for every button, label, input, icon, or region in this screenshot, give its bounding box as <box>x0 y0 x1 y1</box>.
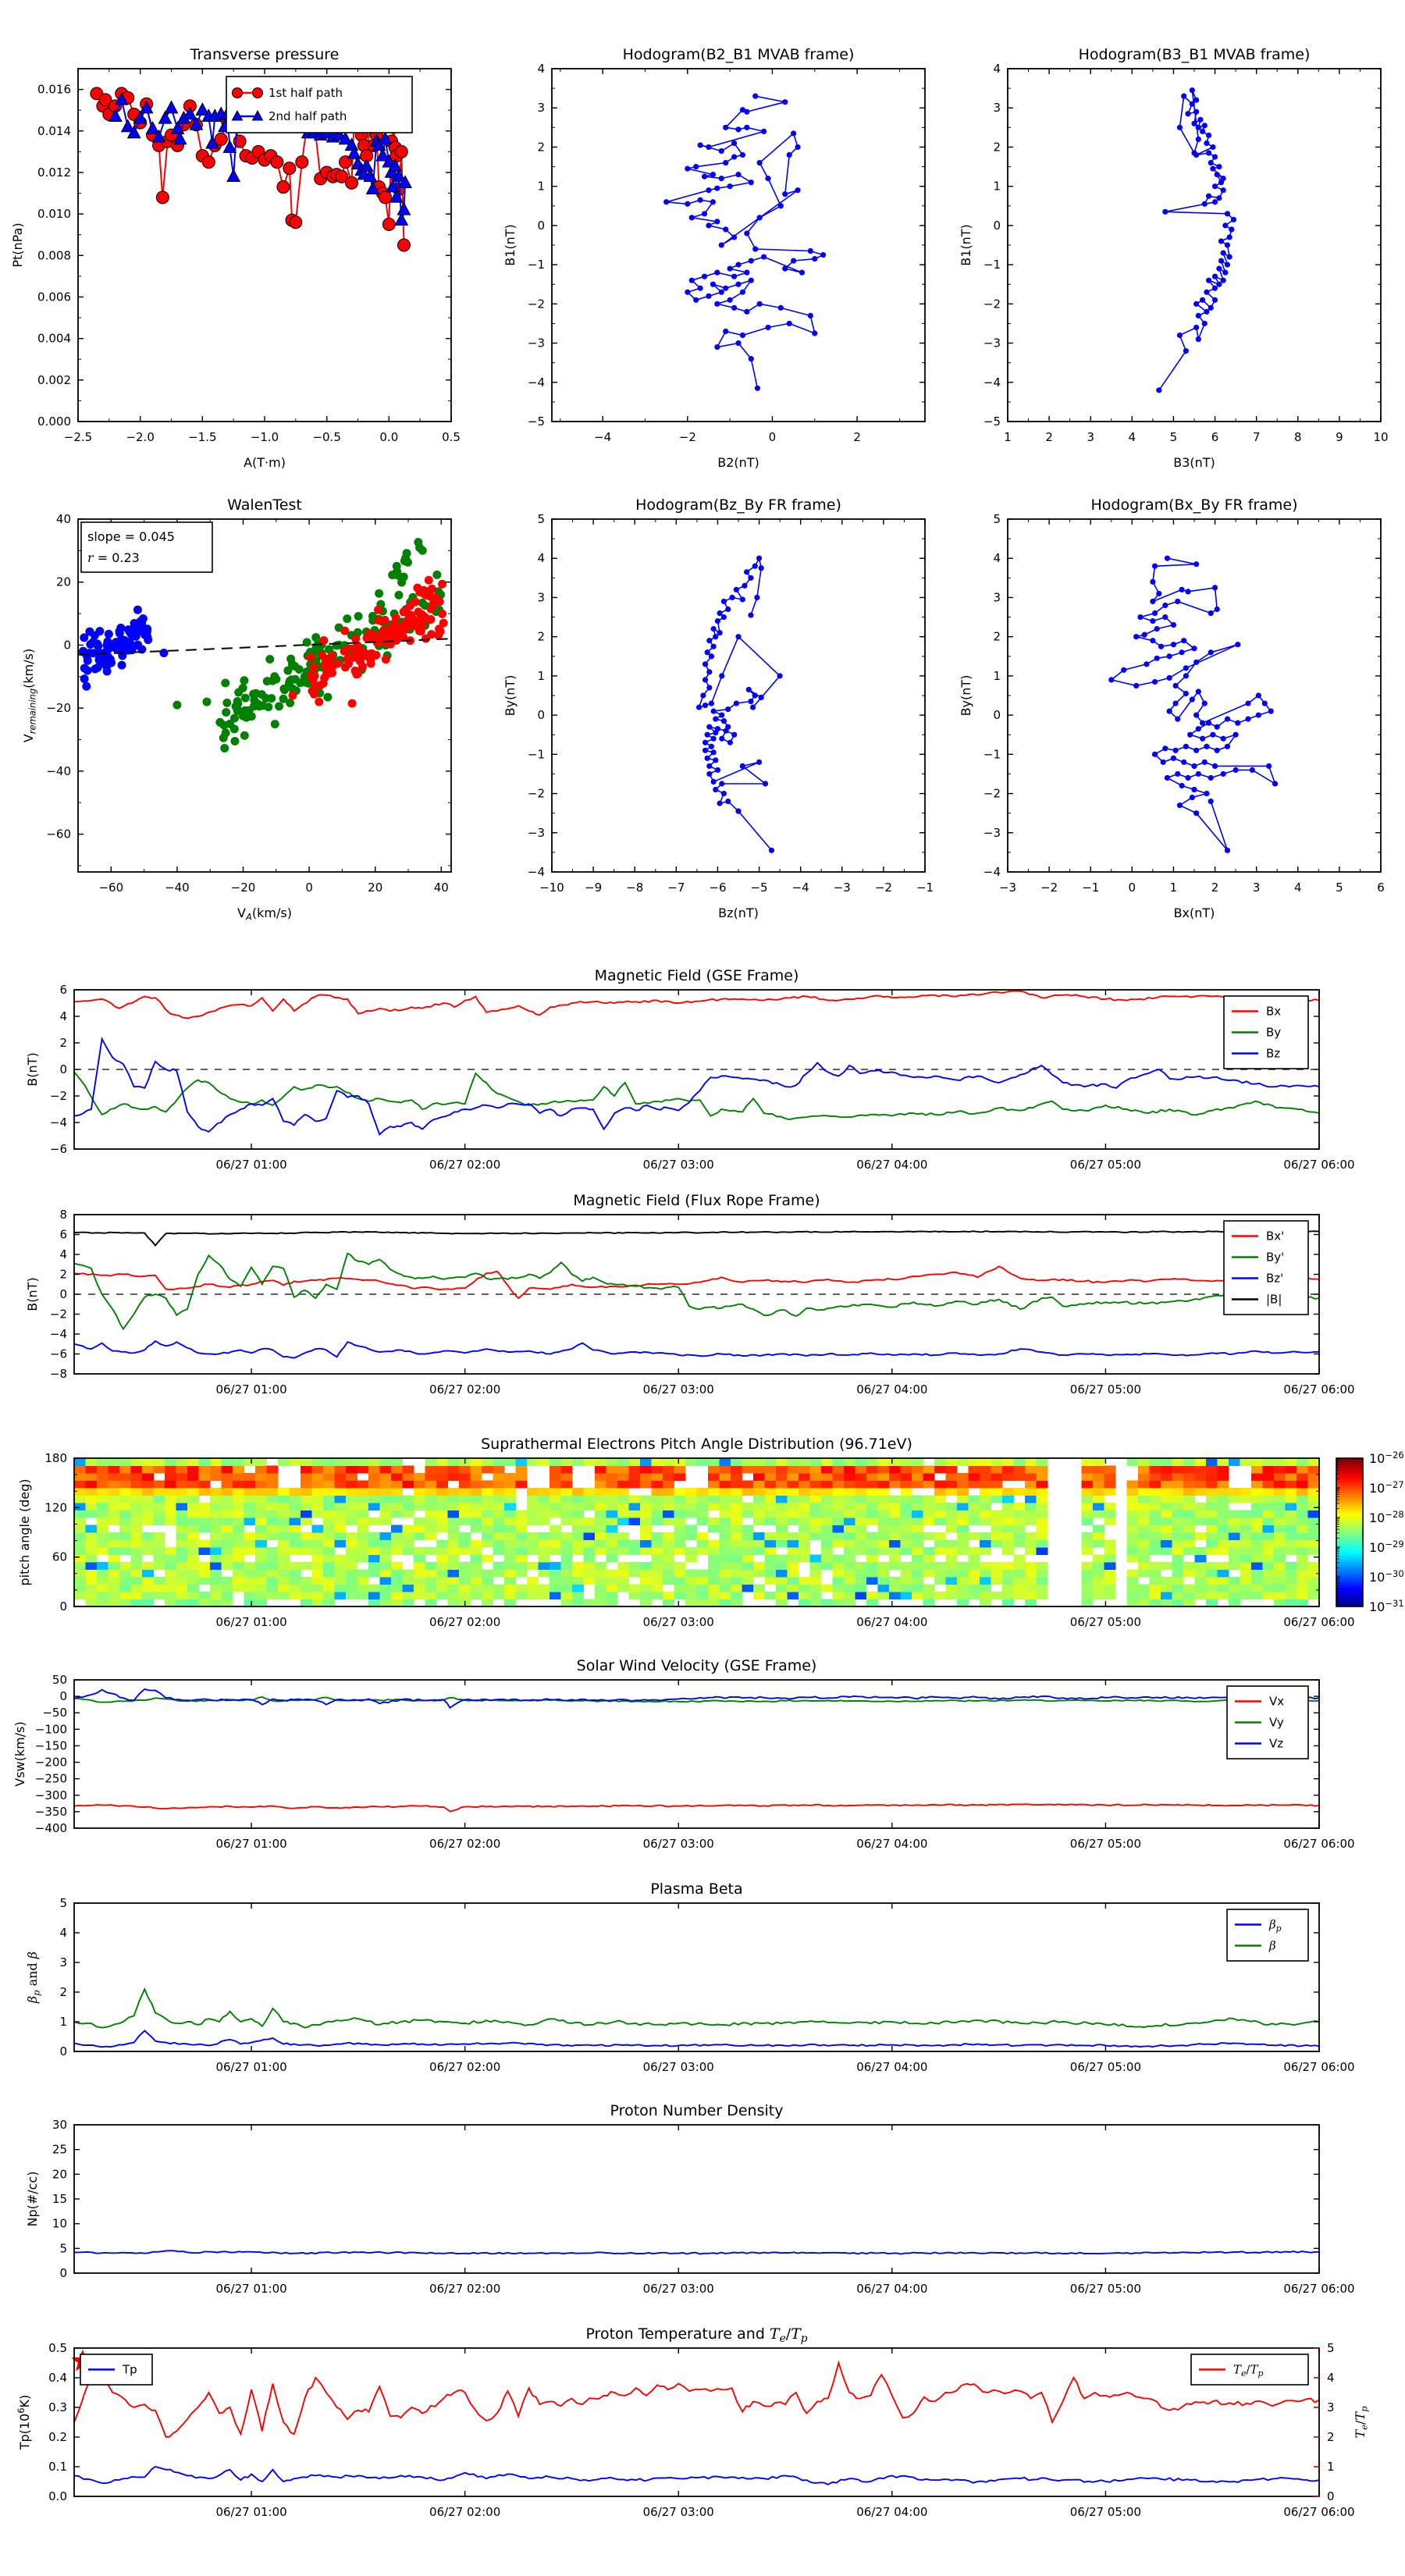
x-tick-label: 06/27 01:00 <box>215 1615 287 1629</box>
y-tick-label: 2 <box>537 629 545 644</box>
x-tick-label: 06/27 05:00 <box>1069 1158 1142 1172</box>
y-tick-label-right: 2 <box>1327 2430 1335 2444</box>
x-tick-label: 06/27 05:00 <box>1069 2282 1142 2296</box>
y-axis-label: B1(nT) <box>959 224 973 266</box>
y-tick-label: 3 <box>993 101 1001 116</box>
y-tick-label: 2 <box>59 1985 67 1999</box>
legend-label: By <box>1266 1025 1282 1040</box>
y-tick-label: −20 <box>46 701 71 716</box>
y-tick-label: −300 <box>34 1788 67 1802</box>
y-tick-label: 30 <box>52 2118 67 2132</box>
y-tick-label: −4 <box>527 375 545 390</box>
x-tick-label: −0.5 <box>312 430 341 444</box>
x-tick-label: −10 <box>539 881 564 895</box>
y-tick-label: 0.0 <box>48 2489 67 2503</box>
x-tick-label: 7 <box>1252 430 1261 444</box>
x-tick-label: 0 <box>768 430 777 444</box>
y-axis-label: By(nT) <box>959 674 973 717</box>
x-tick-label: 06/27 04:00 <box>856 2505 928 2519</box>
panel-title: Transverse pressure <box>190 46 340 63</box>
y-tick-label: 4 <box>59 1247 67 1261</box>
y-axis-label: B(nT) <box>25 1277 40 1311</box>
y-tick-label: 1 <box>59 2015 67 2029</box>
y-tick-label: −60 <box>46 827 71 841</box>
stats-line: slope = 0.045 <box>87 529 175 544</box>
y-tick-label: 0.012 <box>37 165 71 180</box>
x-tick-label: −7 <box>667 881 685 895</box>
x-tick-label: 06/27 01:00 <box>215 2282 287 2296</box>
x-tick-label: 9 <box>1336 430 1343 444</box>
panel-title: Plasma Beta <box>650 1880 743 1898</box>
y-tick-label: 0.016 <box>37 82 71 97</box>
legend-label: β <box>1269 1938 1276 1953</box>
x-axis-label: Bx(nT) <box>1173 906 1215 920</box>
y-tick-label: −5 <box>527 415 545 429</box>
y-tick-label: 0 <box>59 1689 67 1704</box>
legend-label: |B| <box>1266 1292 1282 1307</box>
y-tick-label: −3 <box>527 825 545 840</box>
legend-box <box>226 76 412 133</box>
x-tick-label: 2 <box>1045 430 1053 444</box>
panel-title: Proton Temperature and $T_e/T_p$ <box>585 2325 808 2346</box>
x-tick-label: −2 <box>678 430 696 444</box>
y-tick-label: −50 <box>42 1706 67 1720</box>
x-tick-label: 8 <box>1294 430 1302 444</box>
y-tick-label: 0.004 <box>37 331 71 346</box>
panel-title: Hodogram(B2_B1 MVAB frame) <box>622 46 855 63</box>
y-tick-label: 0 <box>59 2044 67 2058</box>
x-tick-label: 5 <box>1336 881 1343 895</box>
x-tick-label: 06/27 03:00 <box>642 2282 714 2296</box>
panel-title: Proton Number Density <box>610 2102 784 2119</box>
x-tick-label: 0.0 <box>379 430 399 444</box>
x-tick-label: 2 <box>1211 881 1219 895</box>
y-tick-label: −1 <box>527 747 545 762</box>
x-tick-label: 06/27 03:00 <box>642 1158 714 1172</box>
x-tick-label: 06/27 02:00 <box>429 2060 501 2074</box>
x-tick-label: 06/27 01:00 <box>215 1382 287 1397</box>
y-tick-label: 120 <box>44 1500 67 1515</box>
panel-title: Hodogram(B3_B1 MVAB frame) <box>1078 46 1311 63</box>
x-tick-label: −20 <box>230 881 256 895</box>
y-tick-label-right: 4 <box>1327 2371 1335 2385</box>
y-tick-label: 0.010 <box>37 207 71 222</box>
x-tick-label: 06/27 02:00 <box>429 1158 501 1172</box>
y-tick-label: 25 <box>52 2142 67 2157</box>
x-tick-label: 06/27 06:00 <box>1283 2505 1355 2519</box>
y-axis-label: B1(nT) <box>503 224 518 266</box>
y-tick-label: 3 <box>59 1955 67 1969</box>
y-tick-label: 4 <box>59 1009 67 1023</box>
legend-label: 2nd half path <box>269 109 347 123</box>
y-axis-label: By(nT) <box>503 674 518 717</box>
colorbar-tick-label: $10^{-31}$ <box>1369 1597 1404 1614</box>
y-tick-label: 0 <box>59 2266 67 2280</box>
y-tick-label: −2 <box>49 1307 67 1322</box>
y-tick-label: −3 <box>527 336 545 350</box>
x-tick-label: 20 <box>368 881 383 895</box>
y-tick-label: 0 <box>63 638 71 653</box>
x-tick-label: 06/27 04:00 <box>856 1382 928 1397</box>
x-tick-label: 06/27 04:00 <box>856 2060 928 2074</box>
y-tick-label: 2 <box>993 140 1001 155</box>
x-tick-label: 6 <box>1377 881 1385 895</box>
y-axis-label: Vsw(km/s) <box>12 1721 27 1787</box>
x-tick-label: −3 <box>998 881 1017 895</box>
x-tick-label: −8 <box>626 881 644 895</box>
x-tick-label: −5 <box>750 881 768 895</box>
x-tick-label: 1 <box>1004 430 1012 444</box>
x-tick-label: 5 <box>1169 430 1178 444</box>
y-tick-label: 2 <box>59 1036 67 1050</box>
y-tick-label: 0.4 <box>48 2371 67 2385</box>
x-tick-label: −2.0 <box>126 430 155 444</box>
y-tick-label: 4 <box>993 551 1001 566</box>
y-tick-label: 5 <box>59 2241 67 2256</box>
x-tick-label: 06/27 03:00 <box>642 1837 714 1851</box>
panel-title: Magnetic Field (Flux Rope Frame) <box>573 1192 820 1209</box>
x-tick-label: 06/27 01:00 <box>215 2060 287 2074</box>
x-tick-label: 1 <box>1169 881 1178 895</box>
panel-title: Solar Wind Velocity (GSE Frame) <box>576 1657 817 1674</box>
x-tick-label: −3 <box>833 881 851 895</box>
panel-title: Suprathermal Electrons Pitch Angle Distribution (96.71eV) <box>481 1436 912 1453</box>
x-tick-label: 10 <box>1373 430 1389 444</box>
y-tick-label: −6 <box>49 1347 67 1361</box>
panel-title: WalenTest <box>227 496 302 514</box>
y-tick-label: 10 <box>52 2216 67 2231</box>
y-tick-label: 0.002 <box>37 372 71 387</box>
y-tick-label: 1 <box>993 668 1001 683</box>
y-tick-label: 50 <box>52 1673 67 1687</box>
x-tick-label: 0 <box>305 881 313 895</box>
y-tick-label: −4 <box>983 375 1001 390</box>
x-axis-label: B3(nT) <box>1173 455 1215 470</box>
y-tick-label-right: 5 <box>1327 2341 1335 2355</box>
y-tick-label: −40 <box>46 763 71 778</box>
y-tick-label: 0.008 <box>37 248 71 263</box>
x-tick-label: 06/27 05:00 <box>1069 1837 1142 1851</box>
x-tick-label: 06/27 05:00 <box>1069 1382 1142 1397</box>
y-tick-label: −250 <box>34 1771 67 1786</box>
y-tick-label: 5 <box>537 512 545 526</box>
x-tick-label: 4 <box>1294 881 1302 895</box>
y-tick-label: −2 <box>983 786 1001 801</box>
x-tick-label: 0.5 <box>442 430 461 444</box>
y-tick-label: 0 <box>59 1287 67 1301</box>
x-tick-label: 4 <box>1128 430 1136 444</box>
y-axis-label-right: $T_e/T_p$ <box>1353 2406 1370 2439</box>
x-tick-label: 06/27 06:00 <box>1283 2282 1355 2296</box>
y-tick-label: −2 <box>527 786 545 801</box>
x-tick-label: 06/27 02:00 <box>429 2282 501 2296</box>
y-tick-label: 3 <box>993 590 1001 605</box>
y-tick-label: −2 <box>527 297 545 311</box>
y-tick-label: 8 <box>59 1208 67 1222</box>
legend-label: Bz <box>1266 1046 1281 1061</box>
x-tick-label: 06/27 05:00 <box>1069 1615 1142 1629</box>
y-tick-label: 6 <box>59 983 67 997</box>
y-tick-label: 3 <box>537 101 545 116</box>
y-tick-label: 4 <box>59 1926 67 1940</box>
x-tick-label: 06/27 02:00 <box>429 1615 501 1629</box>
x-tick-label: 06/27 01:00 <box>215 1837 287 1851</box>
legend-label: 1st half path <box>269 86 343 100</box>
y-tick-label: 3 <box>537 590 545 605</box>
y-tick-label: 6 <box>59 1227 67 1242</box>
x-tick-label: −1.5 <box>188 430 217 444</box>
stats-line: r = 0.23 <box>87 550 140 565</box>
y-tick-label: 2 <box>537 140 545 155</box>
y-tick-label: −4 <box>49 1115 67 1130</box>
x-tick-label: −1 <box>916 881 934 895</box>
x-tick-label: 06/27 06:00 <box>1283 1615 1355 1629</box>
x-tick-label: −6 <box>709 881 727 895</box>
legend-label: Bx <box>1266 1004 1282 1019</box>
legend-label: Vy <box>1269 1715 1284 1730</box>
x-tick-label: 06/27 05:00 <box>1069 2060 1142 2074</box>
y-tick-label: −1 <box>983 258 1001 272</box>
panel-title: Magnetic Field (GSE Frame) <box>594 967 799 984</box>
y-tick-label: −8 <box>49 1367 67 1381</box>
y-tick-label: 20 <box>52 2167 67 2182</box>
colorbar-tick-label: $10^{-28}$ <box>1369 1508 1404 1525</box>
x-tick-label: −9 <box>585 881 603 895</box>
y-tick-label: 180 <box>44 1451 67 1465</box>
x-axis-label: B2(nT) <box>717 455 759 470</box>
y-tick-label: −6 <box>49 1142 67 1156</box>
y-tick-label: 2 <box>59 1267 67 1282</box>
x-tick-label: 06/27 01:00 <box>215 1158 287 1172</box>
y-tick-label: −200 <box>34 1755 67 1770</box>
x-tick-label: 06/27 06:00 <box>1283 1837 1355 1851</box>
y-tick-label: −4 <box>49 1327 67 1341</box>
y-tick-label: 0 <box>993 708 1001 723</box>
y-tick-label: −400 <box>34 1821 67 1835</box>
y-tick-label: −3 <box>983 825 1001 840</box>
y-tick-label: 0.1 <box>48 2460 67 2474</box>
colorbar-tick-label: $10^{-29}$ <box>1369 1538 1404 1555</box>
y-tick-label: 15 <box>52 2192 67 2206</box>
y-tick-label: 0.5 <box>48 2341 67 2355</box>
y-tick-label: −4 <box>983 865 1001 879</box>
legend-label: Bx' <box>1266 1229 1285 1244</box>
x-tick-label: 06/27 05:00 <box>1069 2505 1142 2519</box>
y-tick-label: −4 <box>527 865 545 879</box>
x-tick-label: 06/27 04:00 <box>856 2282 928 2296</box>
x-tick-label: −60 <box>98 881 124 895</box>
y-tick-label: 1 <box>537 668 545 683</box>
y-tick-label: −100 <box>34 1722 67 1737</box>
legend-label: Vx <box>1269 1694 1285 1709</box>
x-tick-label: 06/27 04:00 <box>856 1158 928 1172</box>
x-tick-label: 06/27 03:00 <box>642 2060 714 2074</box>
x-tick-label: −2.5 <box>63 430 93 444</box>
legend-label: Tp <box>123 2362 137 2377</box>
colorbar-tick-label: $10^{-26}$ <box>1369 1449 1404 1466</box>
x-axis-label: $V_A(km/s)$ <box>237 906 292 923</box>
legend-box <box>1227 1909 1308 1961</box>
x-tick-label: 3 <box>1252 881 1261 895</box>
x-tick-label: 06/27 06:00 <box>1283 1158 1355 1172</box>
y-tick-label: −1 <box>983 747 1001 762</box>
x-tick-label: 6 <box>1211 430 1219 444</box>
x-axis-label: Bz(nT) <box>718 906 759 920</box>
x-tick-label: −40 <box>165 881 190 895</box>
y-axis-label: $Tp(10^6K)$ <box>15 2394 32 2450</box>
y-tick-label: 5 <box>59 1896 67 1910</box>
y-tick-label: 20 <box>55 575 71 589</box>
y-tick-label-right: 0 <box>1327 2489 1335 2503</box>
legend-label: By' <box>1266 1250 1285 1265</box>
x-tick-label: −4 <box>594 430 612 444</box>
y-tick-label: 2 <box>993 629 1001 644</box>
y-tick-label: −1 <box>527 258 545 272</box>
y-tick-label: 0 <box>59 1062 67 1076</box>
legend-label: $T_e/T_p$ <box>1233 2362 1264 2379</box>
x-tick-label: −1.0 <box>250 430 279 444</box>
y-tick-label: 0 <box>993 218 1001 233</box>
y-axis-label: $V_{remaining}(km/s)$ <box>21 648 38 743</box>
x-tick-label: 3 <box>1087 430 1094 444</box>
x-tick-label: −4 <box>791 881 809 895</box>
x-tick-label: 06/27 03:00 <box>642 2505 714 2519</box>
y-tick-label: 4 <box>537 551 545 566</box>
colorbar-tick-label: $10^{-30}$ <box>1369 1567 1404 1585</box>
x-tick-label: 06/27 06:00 <box>1283 2060 1355 2074</box>
y-tick-label: 4 <box>993 62 1001 76</box>
x-tick-label: −1 <box>1082 881 1100 895</box>
x-axis-label: A(T·m) <box>244 455 286 470</box>
legend-label: Bz' <box>1266 1271 1284 1286</box>
y-tick-label: 1 <box>537 179 545 194</box>
panel-title: Hodogram(Bz_By FR frame) <box>635 496 841 514</box>
x-tick-label: 2 <box>853 430 861 444</box>
y-tick-label: −150 <box>34 1738 67 1753</box>
x-tick-label: −2 <box>1040 881 1058 895</box>
x-tick-label: 06/27 06:00 <box>1283 1382 1355 1397</box>
colorbar-tick-label: $10^{-27}$ <box>1369 1478 1404 1496</box>
x-tick-label: 06/27 04:00 <box>856 1615 928 1629</box>
y-tick-label: 0 <box>537 218 545 233</box>
y-tick-label: 0 <box>59 1599 67 1614</box>
x-tick-label: −2 <box>874 881 892 895</box>
y-tick-label: 0 <box>537 708 545 723</box>
legend-label: Vz <box>1269 1736 1284 1751</box>
x-tick-label: 0 <box>1128 881 1136 895</box>
y-axis-label: B(nT) <box>25 1052 40 1087</box>
legend-label: $\beta_p$ <box>1269 1917 1282 1934</box>
y-tick-label: −350 <box>34 1804 67 1819</box>
x-tick-label: 06/27 02:00 <box>429 2505 501 2519</box>
x-tick-label: 06/27 02:00 <box>429 1837 501 1851</box>
x-tick-label: 06/27 02:00 <box>429 1382 501 1397</box>
y-tick-label: 4 <box>537 62 545 76</box>
y-tick-label: 60 <box>52 1550 67 1564</box>
y-tick-label: 0.2 <box>48 2430 67 2444</box>
y-tick-label: −2 <box>49 1089 67 1103</box>
y-tick-label: −2 <box>983 297 1001 311</box>
y-axis-label: Np(#/cc) <box>25 2171 40 2227</box>
y-tick-label-right: 3 <box>1327 2400 1335 2414</box>
y-tick-label: 1 <box>993 179 1001 194</box>
x-tick-label: 06/27 04:00 <box>856 1837 928 1851</box>
y-tick-label: 5 <box>993 512 1001 526</box>
y-tick-label: −5 <box>983 415 1001 429</box>
x-tick-label: 06/27 03:00 <box>642 1615 714 1629</box>
x-tick-label: 06/27 03:00 <box>642 1382 714 1397</box>
y-tick-label: 40 <box>55 512 71 526</box>
y-axis-label: $\beta_p$ and β <box>25 1951 42 2004</box>
y-axis-label: Pt(nPa) <box>10 222 25 268</box>
y-tick-label: 0.3 <box>48 2400 67 2414</box>
panel-title: Hodogram(Bx_By FR frame) <box>1090 496 1298 514</box>
y-tick-label: −3 <box>983 336 1001 350</box>
x-tick-label: 40 <box>433 881 449 895</box>
y-tick-label: 0.000 <box>37 415 71 429</box>
x-tick-label: 06/27 01:00 <box>215 2505 287 2519</box>
y-tick-label: 0.014 <box>37 123 71 138</box>
y-tick-label-right: 1 <box>1327 2460 1335 2474</box>
y-axis-label: pitch angle (deg) <box>17 1478 32 1586</box>
y-tick-label: 0.006 <box>37 290 71 304</box>
